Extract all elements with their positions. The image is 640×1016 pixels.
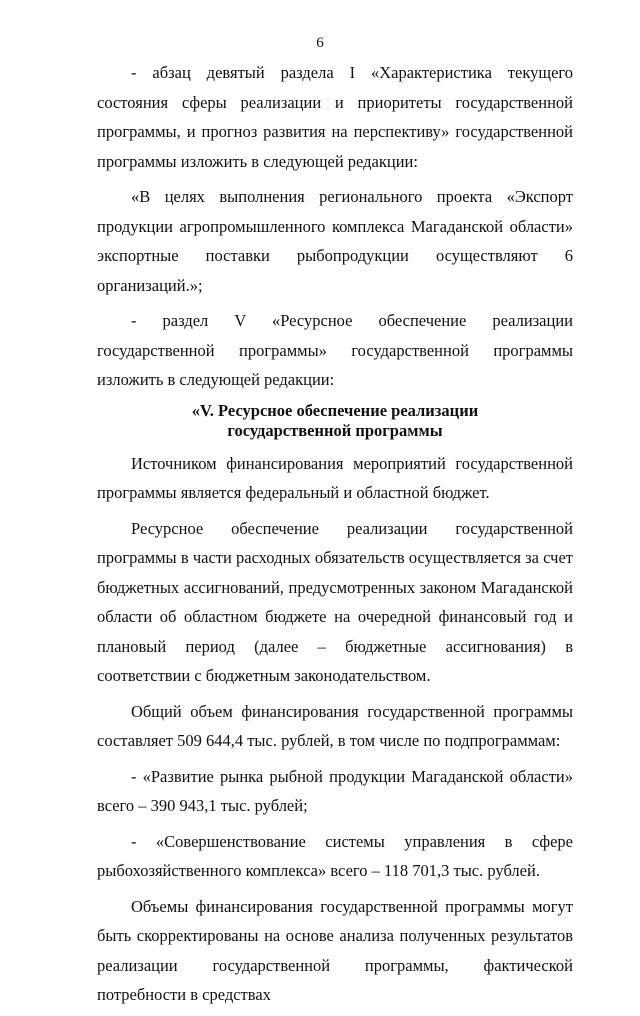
page-number: 6	[316, 35, 324, 51]
paragraph-funding-source: Источником финансирования мероприятий государственной программы является федеральный и областной бюджет.	[97, 453, 573, 502]
paragraph-amendment-intro: - абзац девятый раздела I «Характеристика текущего состояния сферы реализации и приоритеты государственной программы, и прогноз развития на перспективу» государственной программы изложить в следующей редакции:	[97, 63, 573, 171]
list-item-subprogram-1: - «Развитие рынка рыбной продукции Магаданской области» всего – 390 943,1 тыс. рублей;	[97, 766, 573, 815]
paragraph-resource-provision: Ресурсное обеспечение реализации государственной программы в части расходных обязательств осуществляется за счет бюджетных ассигнований, предусмотренных законом Магаданской области об областном бюджете на очередной финансовый год и плановый период (далее – бюджетные ассигнования) в соответствии с бюджетным законодательством.	[97, 518, 573, 685]
paragraph-total-funding: Общий объем финансирования государственной программы составляет 509 644,4 тыс. рублей, в том числе по подпрограммам:	[97, 701, 573, 750]
section-heading	[97, 401, 573, 441]
paragraph-quoted-text: «В целях выполнения регионального проекта «Экспорт продукции агропромышленного комплекса Магаданской области» экспортные поставки рыбопродукции осуществляют 6 организаций.»;	[97, 187, 573, 295]
section-heading-line-2: государственной программы	[227, 420, 443, 440]
paragraph-funding-adjustment: Объемы финансирования государственной программы могут быть скорректированы на основе анализа полученных результатов реализации государственной программы, фактической потребности в средствах	[97, 896, 573, 1004]
list-item-subprogram-2: - «Совершенствование системы управления в сфере рыбохозяйственного комплекса» всего – 118 701,3 тыс. рублей.	[97, 831, 573, 880]
document-body	[97, 58, 573, 1016]
section-heading-line-1: «V. Ресурсное обеспечение реализации	[191, 400, 479, 420]
paragraph-section-v-intro: - раздел V «Ресурсное обеспечение реализации государственной программы» государственной программы изложить в следующей редакции:	[97, 311, 573, 389]
